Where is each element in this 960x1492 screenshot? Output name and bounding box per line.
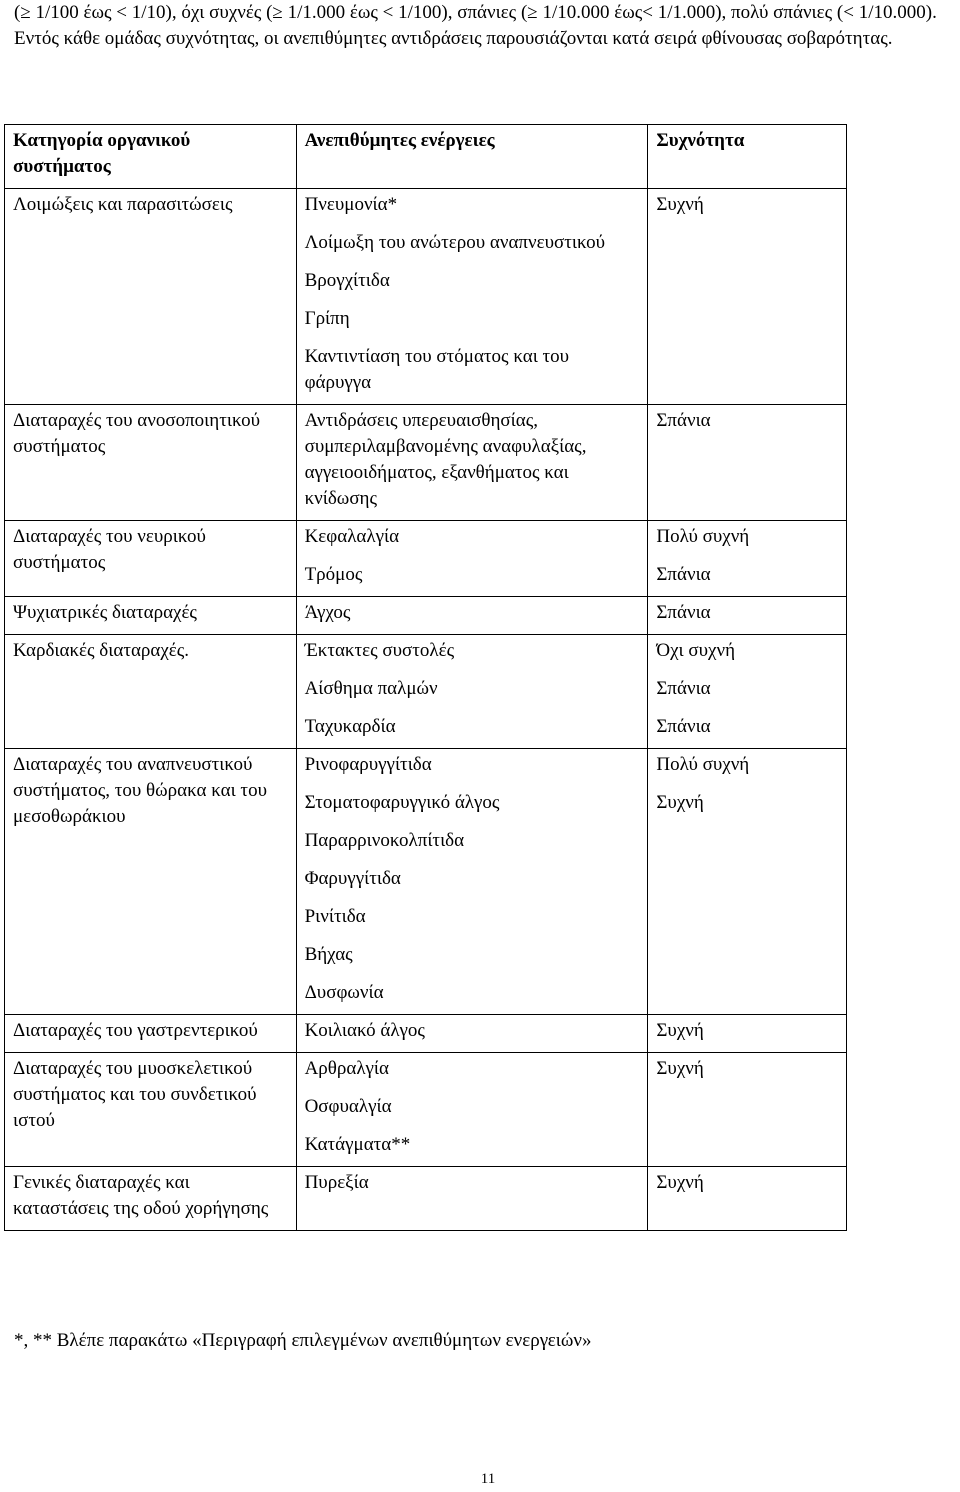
header-adverse-reactions: Ανεπιθύμητες ενέργειες [296, 125, 648, 189]
reactions-cell [296, 1167, 648, 1231]
frequency-item: Όχι συχνή [656, 640, 736, 661]
reaction-item: Αντιδράσεις υπερευαισθησίας, συμπεριλαμβανομένης αναφυλαξίας, αγγειοοιδήματος, εξανθήματος και κνίδωσης [304, 410, 587, 509]
table-row [5, 521, 847, 597]
frequency-cell [648, 597, 847, 635]
reactions-cell [296, 597, 648, 635]
reaction-item: Ταχυκαρδία [304, 716, 396, 737]
reaction-item: Καντιντίαση του στόματος και του φάρυγγα [304, 346, 570, 393]
frequency-item: Συχνή [656, 1172, 704, 1193]
reaction-item: Έκτακτες συστολές [304, 640, 455, 661]
organ-class-cell: Διαταραχές του ανοσοποιητικού συστήματος [5, 405, 297, 521]
frequency-item: Σπάνια [656, 410, 711, 431]
table-row [5, 597, 847, 635]
intro-frequency-definitions: (≥ 1/100 έως < 1/10), όχι συχνές (≥ 1/1.000 έως < 1/100), σπάνιες (≥ 1/10.000 έως< 1/1.000), πολύ σπάνιες (< 1/10.000). [14, 2, 937, 23]
reaction-item: Πνευμονία* [304, 194, 398, 215]
frequency-cell [648, 1053, 847, 1167]
footnote: *, ** Βλέπε παρακάτω «Περιγραφή επιλεγμένων ανεπιθύμητων ενεργειών» [14, 1330, 592, 1351]
reaction-item: Φαρυγγίτιδα [304, 868, 401, 889]
frequency-item: Συχνή [656, 1020, 704, 1041]
frequency-item: Σπάνια [656, 678, 711, 699]
frequency-item: Σπάνια [656, 716, 711, 737]
frequency-cell [648, 521, 847, 597]
reaction-item: Βήχας [304, 944, 353, 965]
reaction-item: Γρίπη [304, 308, 350, 329]
organ-class-cell: Λοιμώξεις και παρασιτώσεις [5, 189, 297, 405]
organ-class-cell: Γενικές διαταραχές και καταστάσεις της οδού χορήγησης [5, 1167, 297, 1231]
table-row [5, 189, 847, 405]
organ-class-cell: Διαταραχές του μυοσκελετικού συστήματος και του συνδετικού ιστού [5, 1053, 297, 1167]
reaction-item: Κεφαλαλγία [304, 526, 400, 547]
frequency-cell [648, 405, 847, 521]
frequency-item: Συχνή [656, 1058, 704, 1079]
reaction-item: Αρθραλγία [304, 1058, 389, 1079]
frequency-item: Πολύ συχνή [656, 754, 750, 775]
table-row [5, 1053, 847, 1167]
reaction-item: Ρινοφαρυγγίτιδα [304, 754, 432, 775]
table-row [5, 1015, 847, 1053]
adverse-reactions-table [4, 124, 847, 1231]
reaction-item: Στοματοφαρυγγικό άλγος [304, 792, 500, 813]
reactions-cell [296, 189, 648, 405]
table-row [5, 749, 847, 1015]
table-row [5, 405, 847, 521]
table-row [5, 635, 847, 749]
reaction-item: Λοίμωξη του ανώτερου αναπνευστικού [304, 232, 606, 253]
reaction-item: Δυσφωνία [304, 982, 384, 1003]
reactions-cell [296, 749, 648, 1015]
frequency-item: Συχνή [656, 194, 704, 215]
reaction-item: Ρινίτιδα [304, 906, 366, 927]
organ-class-cell: Διαταραχές του αναπνευστικού συστήματος, του θώρακα και του μεσοθωράκιου [5, 749, 297, 1015]
reaction-item: Αίσθημα παλμών [304, 678, 438, 699]
frequency-cell [648, 189, 847, 405]
header-organ-class: Κατηγορία οργανικού συστήματος [5, 125, 297, 189]
table-header-row [5, 125, 847, 189]
reaction-item: Κοιλιακό άλγος [304, 1020, 425, 1041]
frequency-cell [648, 1015, 847, 1053]
frequency-item: Πολύ συχνή [656, 526, 750, 547]
reactions-cell [296, 1015, 648, 1053]
table-row [5, 1167, 847, 1231]
reactions-cell [296, 405, 648, 521]
reaction-item: Άγχος [304, 602, 351, 623]
adverse-reactions-table-body [5, 125, 847, 1231]
reaction-item: Τρόμος [304, 564, 363, 585]
reaction-item: Παραρρινοκολπίτιδα [304, 830, 465, 851]
organ-class-cell: Ψυχιατρικές διαταραχές [5, 597, 297, 635]
reaction-item: Κατάγματα** [304, 1134, 411, 1155]
frequency-item: Συχνή [656, 792, 704, 813]
reaction-item: Πυρεξία [304, 1172, 369, 1193]
frequency-cell [648, 749, 847, 1015]
reaction-item: Οσφυαλγία [304, 1096, 392, 1117]
intro-text [14, 0, 944, 52]
frequency-item: Σπάνια [656, 564, 711, 585]
intro-ordering-note: Εντός κάθε ομάδας συχνότητας, οι ανεπιθύμητες αντιδράσεις παρουσιάζονται κατά σειρά φθίνουσας σοβαρότητας. [14, 28, 893, 49]
organ-class-cell: Διαταραχές του γαστρεντερικού [5, 1015, 297, 1053]
frequency-cell [648, 1167, 847, 1231]
frequency-cell [648, 635, 847, 749]
reactions-cell [296, 521, 648, 597]
reactions-cell [296, 1053, 648, 1167]
header-frequency: Συχνότητα [648, 125, 847, 189]
page-number: 11 [480, 1471, 496, 1487]
organ-class-cell: Διαταραχές του νευρικού συστήματος [5, 521, 297, 597]
organ-class-cell: Καρδιακές διαταραχές. [5, 635, 297, 749]
reaction-item: Βρογχίτιδα [304, 270, 390, 291]
reactions-cell [296, 635, 648, 749]
frequency-item: Σπάνια [656, 602, 711, 623]
